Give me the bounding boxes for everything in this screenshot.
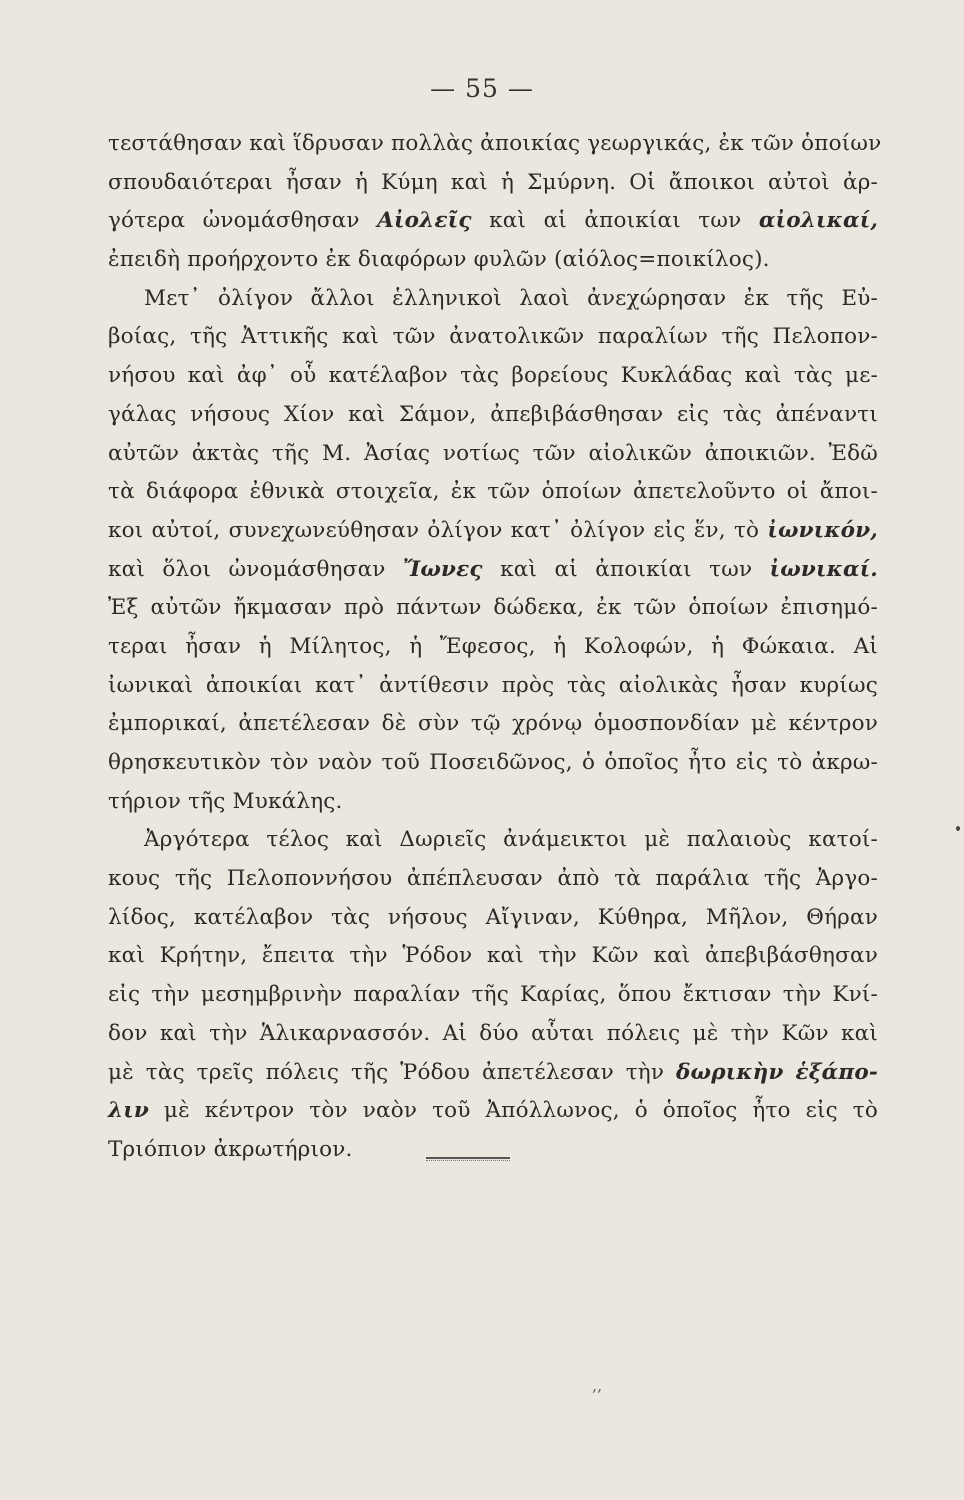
emphasized-term: δωρικὴν	[676, 1059, 784, 1085]
line-text: Μετ᾽ ὀλίγον ἄλλοι ἑλληνικοὶ λαοὶ ἀνεχώρησαν ἐκ τῆς Εὐ-	[144, 285, 878, 311]
line-text: καὶ αἱ ἀποικίαι των	[471, 208, 759, 234]
text-line	[108, 667, 878, 706]
text-line	[108, 860, 878, 899]
text-line	[108, 589, 878, 628]
line-text: μὲ κέντρον τὸν ναὸν τοῦ Ἀπόλλωνος, ὁ ὁποῖος ἦτο εἰς τὸ	[149, 1098, 878, 1124]
text-line	[108, 783, 878, 822]
margin-speck	[956, 826, 960, 831]
line-text: καὶ αἱ ἀποικίαι των	[482, 556, 770, 582]
text-line	[108, 1054, 878, 1093]
text-line	[108, 435, 878, 474]
line-text: λίδος, κατέλαβον τὰς νήσους Αἴγιναν, Κύθηρα, Μῆλον, Θήραν	[108, 904, 878, 930]
text-line	[108, 280, 878, 319]
line-text: τήριον τῆς Μυκάλης.	[108, 788, 343, 814]
text-line	[108, 357, 878, 396]
bottom-mark: ,,	[592, 1376, 603, 1395]
line-text: σπουδαιότεραι ἦσαν ἡ Κύμη καὶ ἡ Σμύρνη. Οἱ ἄποικοι αὐτοὶ ἀρ-	[108, 169, 878, 195]
text-line	[108, 976, 878, 1015]
text-line	[108, 1092, 878, 1131]
line-text: ἐμπορικαί, ἀπετέλεσαν δὲ σὺν τῷ χρόνῳ ὁμοσπονδίαν μὲ κέντρον	[108, 711, 878, 737]
emphasized-term: Αἰολεῖς	[377, 208, 472, 234]
line-text: δον καὶ τὴν Ἁλικαρνασσόν. Αἱ δύο αὗται πόλεις μὲ τὴν Κῶν καὶ	[108, 1020, 878, 1046]
line-text: ἐπειδὴ προήρχοντο ἐκ διαφόρων φυλῶν (αἰόλος=ποικίλος).	[108, 247, 770, 273]
emphasized-term: λιν	[108, 1098, 149, 1124]
line-text: Ἐξ αὐτῶν ἤκμασαν πρὸ πάντων δώδεκα, ἐκ τῶν ὁποίων ἐπισημό-	[108, 595, 878, 621]
text-line	[108, 202, 878, 241]
text-line	[108, 821, 878, 860]
text-line	[108, 1131, 878, 1170]
body-text	[108, 125, 882, 1170]
line-text: κοι αὐτοί, συνεχωνεύθησαν ὀλίγον κατ᾽ ὀλίγον εἰς ἕν, τὸ	[108, 517, 768, 543]
line-text: γότερα ὠνομάσθησαν	[108, 208, 378, 234]
text-line	[108, 125, 882, 164]
text-line	[108, 473, 878, 512]
text-line	[108, 1015, 878, 1054]
emphasized-term: ἰωνικόν,	[767, 517, 878, 543]
text-line	[108, 628, 878, 667]
text-line	[108, 705, 878, 744]
line-text: αὐτῶν ἀκτὰς τῆς Μ. Ἀσίας νοτίως τῶν αἰολικῶν ἀποικιῶν. Ἐδῶ	[108, 440, 878, 466]
text-line	[108, 318, 878, 357]
text-line	[108, 396, 878, 435]
line-text: ἰωνικαὶ ἀποικίαι κατ᾽ ἀντίθεσιν πρὸς τὰς αἰολικὰς ἦσαν κυρίως	[108, 672, 878, 698]
text-line	[108, 241, 878, 280]
line-text: τὰ διάφορα ἐθνικὰ στοιχεῖα, ἐκ τῶν ὁποίων ἀπετελοῦντο οἱ ἄποι-	[108, 479, 878, 505]
line-text: καὶ ὅλοι ὠνομάσθησαν	[108, 556, 403, 582]
line-text: τεραι ἦσαν ἡ Μίλητος, ἡ Ἔφεσος, ἡ Κολοφών, ἡ Φώκαια. Αἱ	[108, 633, 878, 659]
emphasized-term: Ἴωνες	[402, 556, 483, 582]
line-text: νήσου καὶ ἀφ᾽ οὗ κατέλαβον τὰς βορείους Κυκλάδας καὶ τὰς με-	[108, 363, 878, 389]
line-text: βοίας, τῆς Ἀττικῆς καὶ τῶν ἀνατολικῶν παραλίων τῆς Πελοπον-	[108, 324, 878, 350]
emphasized-term: ἑξάπο-	[795, 1059, 878, 1085]
text-line	[108, 937, 878, 976]
emphasized-term: ἰωνικαί.	[769, 556, 878, 582]
line-text: γάλας νήσους Χίον καὶ Σάμον, ἀπεβιβάσθησαν εἰς τὰς ἀπέναντι	[108, 401, 878, 427]
page-number: — 55 —	[430, 74, 534, 103]
line-text	[784, 1060, 796, 1085]
text-line	[108, 899, 878, 938]
line-text: Τριόπιον ἀκρωτήριον.	[108, 1136, 353, 1162]
line-text: εἰς τὴν μεσημβρινὴν παραλίαν τῆς Καρίας, ὅπου ἔκτισαν τὴν Κνί-	[108, 982, 878, 1008]
line-text: μὲ τὰς τρεῖς πόλεις τῆς Ῥόδου ἀπετέλεσαν τὴν	[108, 1059, 676, 1085]
line-text: τεστάθησαν καὶ ἵδρυσαν πολλὰς ἀποικίας γεωργικάς, ἐκ τῶν ὁποίων	[108, 131, 882, 156]
text-line	[108, 512, 878, 551]
line-text: κους τῆς Πελοποννήσου ἀπέπλευσαν ἀπὸ τὰ παράλια τῆς Ἀργο-	[108, 866, 878, 892]
line-text: θρησκευτικὸν τὸν ναὸν τοῦ Ποσειδῶνος, ὁ ὁποῖος ἦτο εἰς τὸ ἀκρω-	[108, 750, 878, 775]
emphasized-term: αἰολικαί,	[758, 208, 879, 234]
text-line	[108, 744, 878, 783]
line-text: Ἀργότερα τέλος καὶ Δωριεῖς ἀνάμεικτοι μὲ παλαιοὺς κατοί-	[144, 827, 878, 853]
section-divider	[426, 1157, 510, 1159]
line-text: καὶ Κρήτην, ἔπειτα τὴν Ῥόδον καὶ τὴν Κῶν καὶ ἀπεβιβάσθησαν	[108, 943, 878, 969]
text-line	[108, 164, 878, 203]
text-line	[108, 551, 878, 590]
